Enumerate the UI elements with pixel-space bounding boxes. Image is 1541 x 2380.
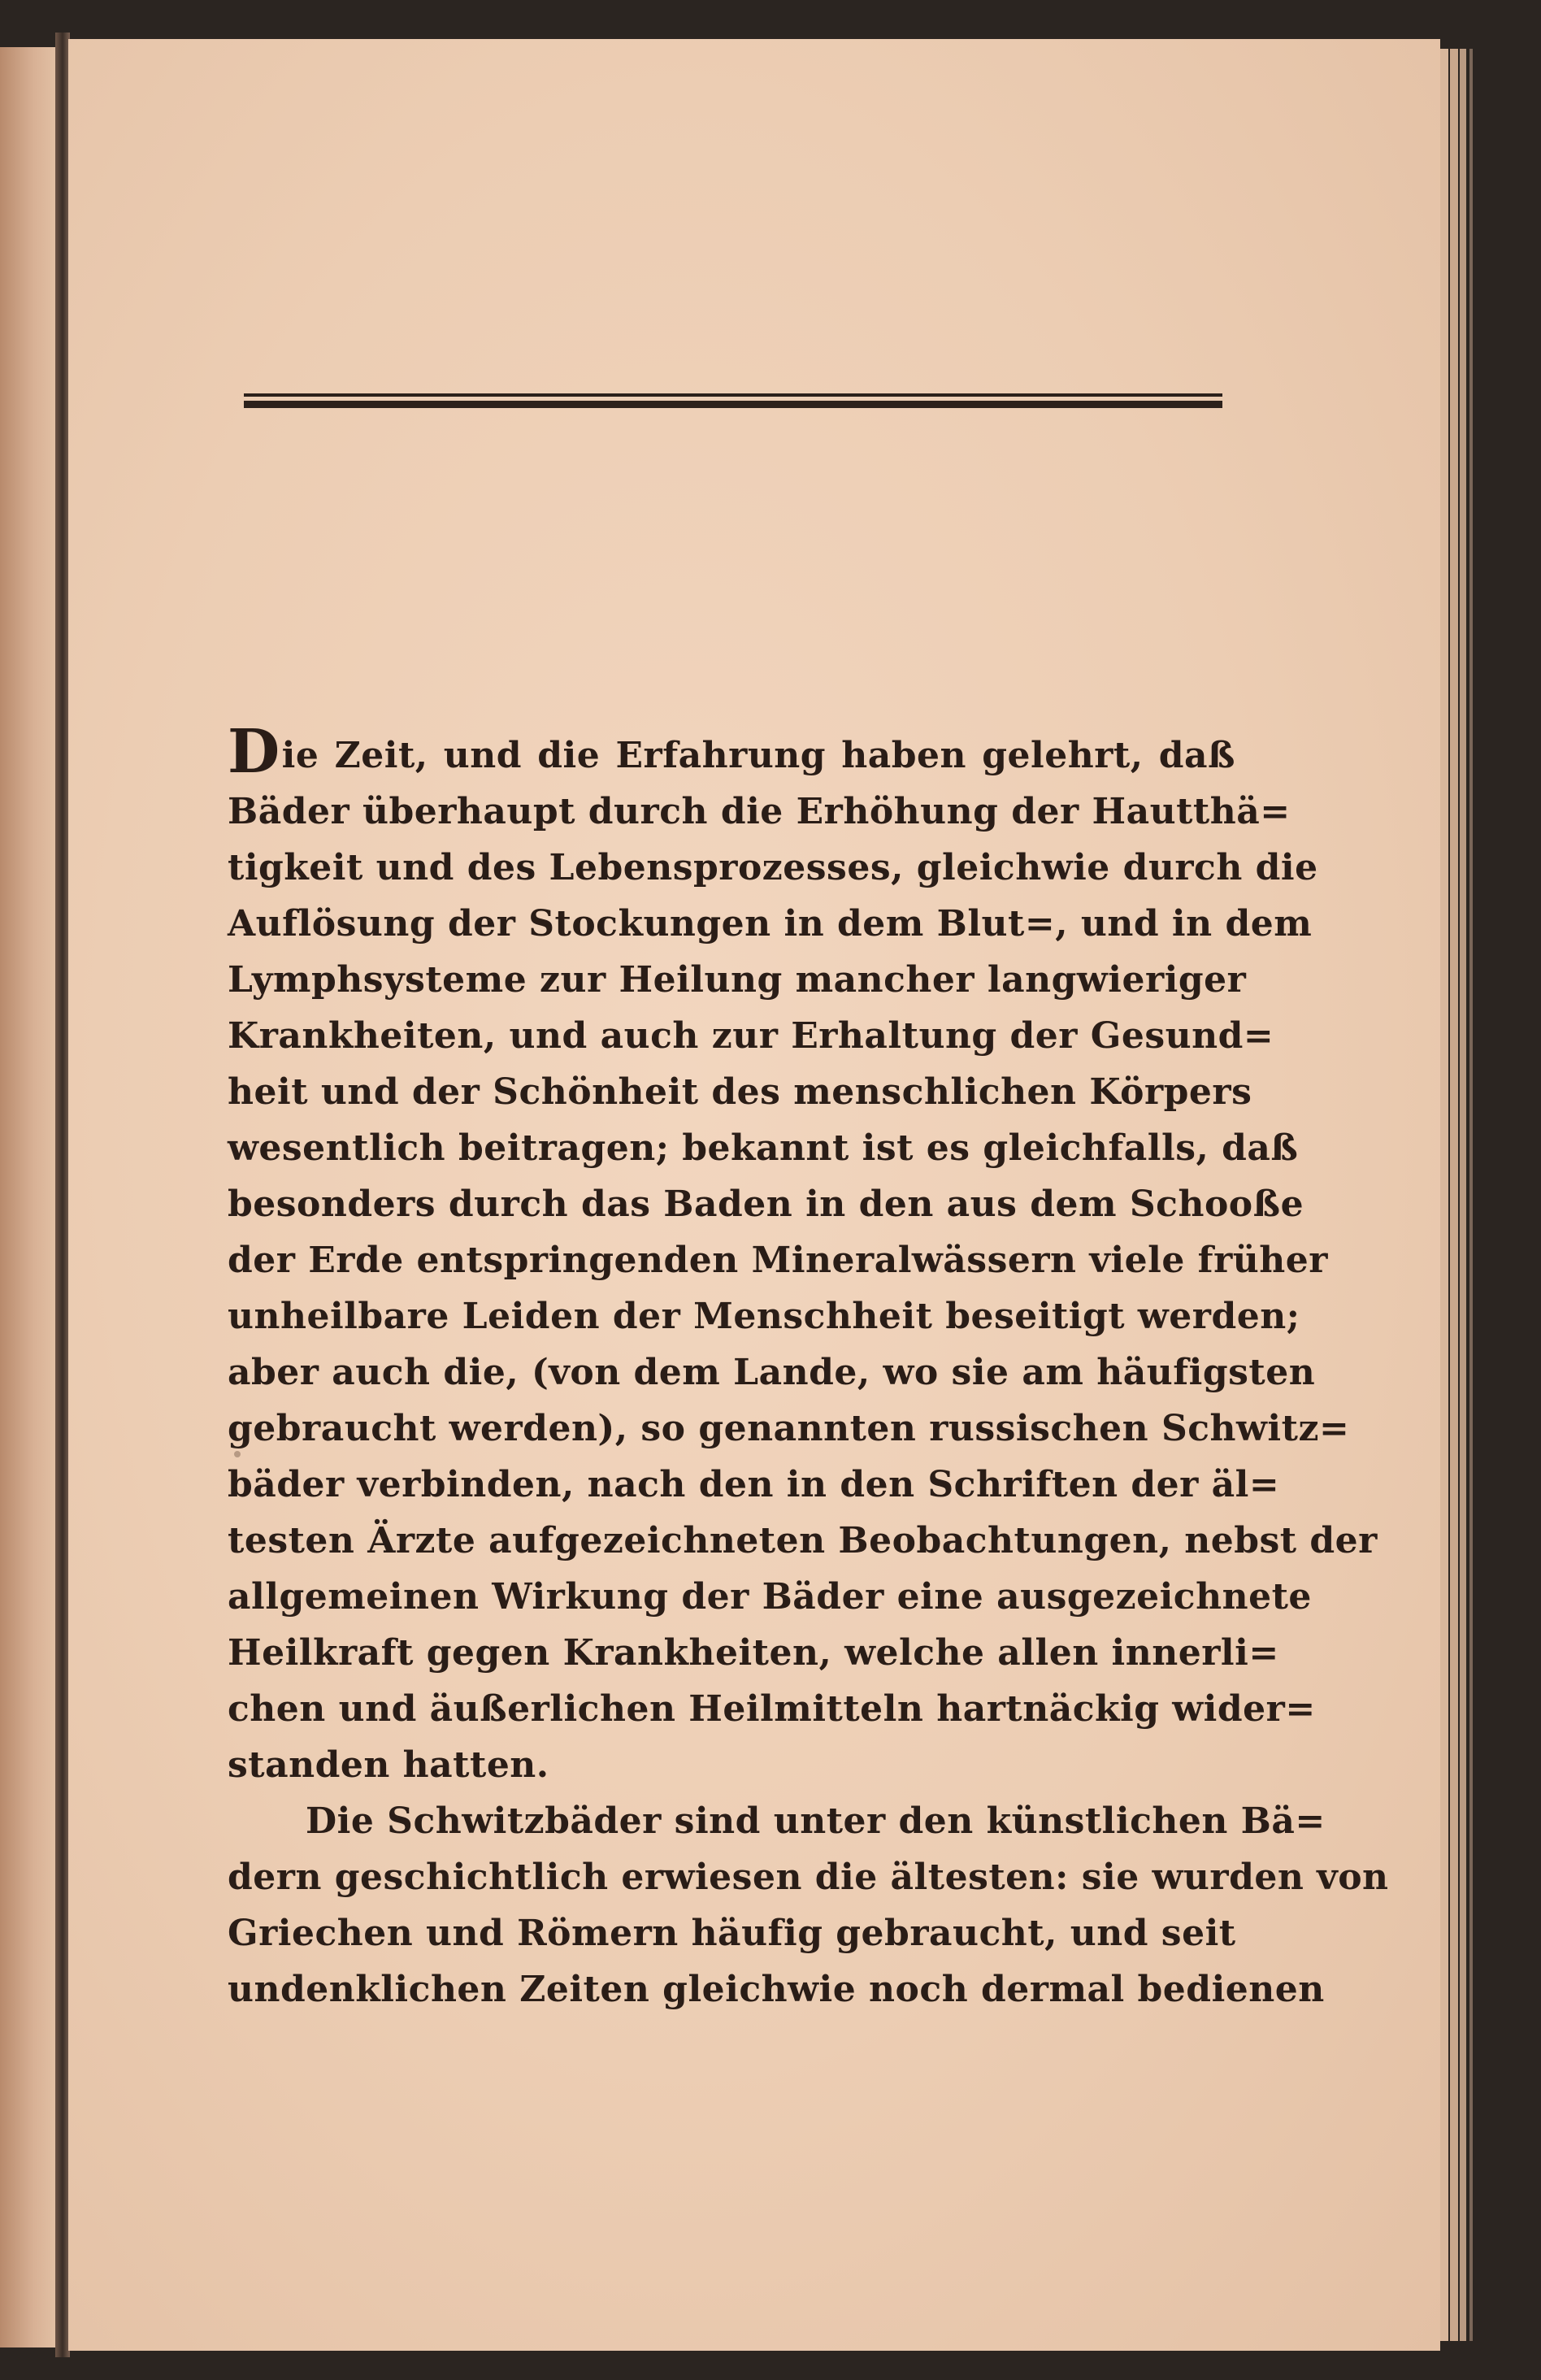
text-line: Bäder überhaupt durch die Erhöhung der Hautthä= <box>228 791 1291 832</box>
drop-cap: D <box>228 717 280 787</box>
text-line: Die Zeit, und die Erfahrung haben gelehrt, daß <box>228 717 1235 787</box>
text-line: Die Schwitzbäder sind unter den künstlichen Bä= <box>306 1800 1326 1842</box>
page-edge-stack <box>1450 49 1458 2341</box>
text-line: chen und äußerlichen Heilmitteln hartnäckig wider= <box>228 1688 1316 1730</box>
text-line: tigkeit und des Lebensprozesses, gleichwie durch die <box>228 847 1318 888</box>
text-line: aber auch die, (von dem Lande, wo sie am häufigsten <box>228 1352 1316 1393</box>
text-line: der Erde entspringenden Mineralwässern viele früher <box>228 1240 1328 1281</box>
text-line: besonders durch das Baden in den aus dem Schooße <box>228 1183 1304 1225</box>
text-line: bäder verbinden, nach den in den Schriften der äl= <box>228 1464 1280 1505</box>
text-line: Auflösung der Stockungen in dem Blut=, und in dem <box>228 903 1313 945</box>
header-rule-thick <box>244 401 1222 408</box>
left-page-edge <box>0 47 62 2347</box>
page-edge-stack <box>1460 49 1466 2341</box>
text-line: unheilbare Leiden der Menschheit beseitigt werden; <box>228 1296 1300 1337</box>
header-rule-thin <box>244 393 1222 397</box>
text-line: dern geschichtlich erwiesen die ältesten: sie wurden von <box>228 1857 1389 1898</box>
text-line: testen Ärzte aufgezeichneten Beobachtungen, nebst der <box>228 1520 1378 1561</box>
text-line: heit und der Schönheit des menschlichen Körpers <box>228 1071 1252 1113</box>
text-line: Lymphsysteme zur Heilung mancher langwieriger <box>228 959 1247 1001</box>
text-line: wesentlich beitragen; bekannt ist es gleichfalls, daß <box>228 1127 1299 1169</box>
body-text <box>228 717 1389 2017</box>
text-line: Heilkraft gegen Krankheiten, welche allen innerli= <box>228 1632 1279 1674</box>
text-line: allgemeinen Wirkung der Bäder eine ausgezeichnete <box>228 1576 1312 1618</box>
text-line: gebraucht werden), so genannten russischen Schwitz= <box>228 1408 1350 1449</box>
text-line: undenklichen Zeiten gleichwie noch dermal bedienen <box>228 1969 1325 2010</box>
page-edge-stack <box>1440 49 1448 2341</box>
text-line: Griechen und Römern häufig gebraucht, und seit <box>228 1913 1236 1954</box>
text-line: Krankheiten, und auch zur Erhaltung der Gesund= <box>228 1015 1274 1057</box>
page-edge-stack <box>1469 49 1473 2341</box>
text-line: standen hatten. <box>228 1744 549 1786</box>
